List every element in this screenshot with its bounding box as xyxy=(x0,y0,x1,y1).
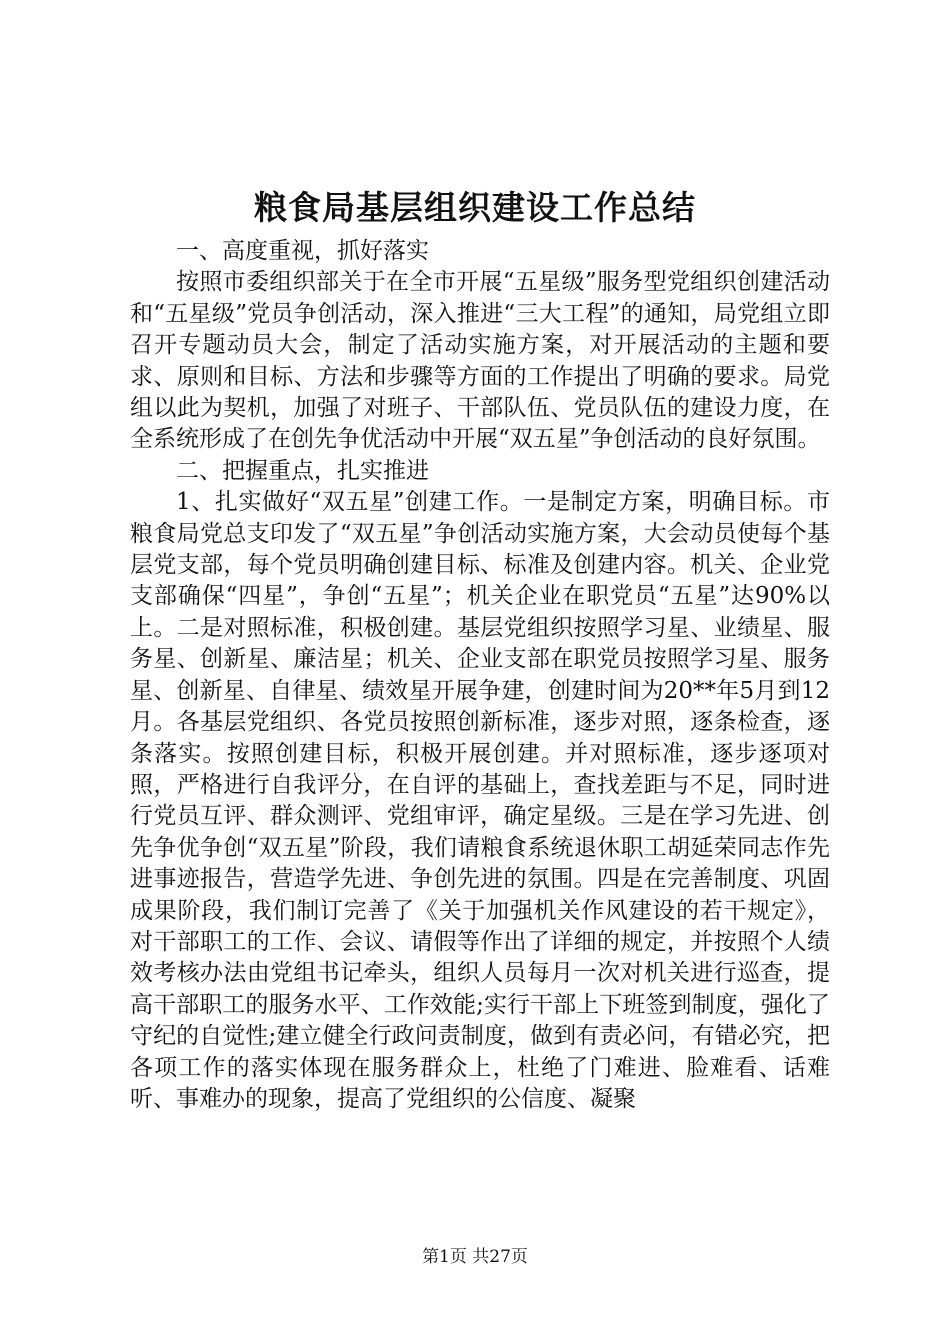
paragraph: 1、扎实做好“双五星”创建工作。一是制定方案，明确目标。市粮食局党总支印发了“双五星”争创活动实施方案，大会动员使每个基层党支部，每个党员明确创建目标、标准及创建内容。机关、企业党支部确保“四星”，争创“五星”；机关企业在职党员“五星”达90%以上。二是对照标准，积极创建。基层党组织按照学习星、业绩星、服务星、创新星、廉洁星；机关、企业支部在职党员按照学习星、服务星、创新星、自律星、绩效星开展争建，创建时间为20**年5月到12月。各基层党组织、各党员按照创新标准，逐步对照，逐条检查，逐条落实。按照创建目标，积极开展创建。并对照标准，逐步逐项对照，严格进行自我评分，在自评的基础上，查找差距与不足，同时进行党员互评、群众测评、党组审评，确定星级。三是在学习先进、创先争优争创“双五星”阶段，我们请粮食系统退休职工胡延荣同志作先进事迹报告，营造学先进、争创先进的氛围。四是在完善制度、巩固成果阶段，我们制订完善了《关于加强机关作风建设的若干规定》，对干部职工的工作、会议、请假等作出了详细的规定，并按照个人绩效考核办法由党组书记牵头，组织人员每月一次对机关进行巡查，提高干部职工的服务水平、工作效能;实行干部上下班签到制度，强化了守纪的自觉性;建立健全行政问责制度，做到有责必问，有错必究，把各项工作的落实体现在服务群众上，杜绝了门难进、脸难看、话难听、事难办的现象，提高了党组织的公信度、凝聚 xyxy=(130,489,830,1112)
page-footer: 第1页 共27页 xyxy=(422,1247,528,1267)
section-heading-2: 二、把握重点，扎实推进 xyxy=(176,457,429,484)
section-heading-1: 一、高度重视，抓好落实 xyxy=(176,238,429,264)
document-body xyxy=(130,236,830,1115)
paragraph: 按照市委组织部关于在全市开展“五星级”服务型党组织创建活动和“五星级”党员争创活动，深入推进“三大工程”的通知，局党组立即召开专题动员大会，制定了活动实施方案，对开展活动的主题和要求、原则和目标、方法和步骤等方面的工作提出了明确的要求。局党组以此为契机，加强了对班子、干部队伍、党员队伍的建设力度，在全系统形成了在创先争优活动中开展“双五星”争创活动的良好氛围。 xyxy=(130,269,830,453)
document-title: 粮食局基层组织建设工作总结 xyxy=(254,188,696,227)
